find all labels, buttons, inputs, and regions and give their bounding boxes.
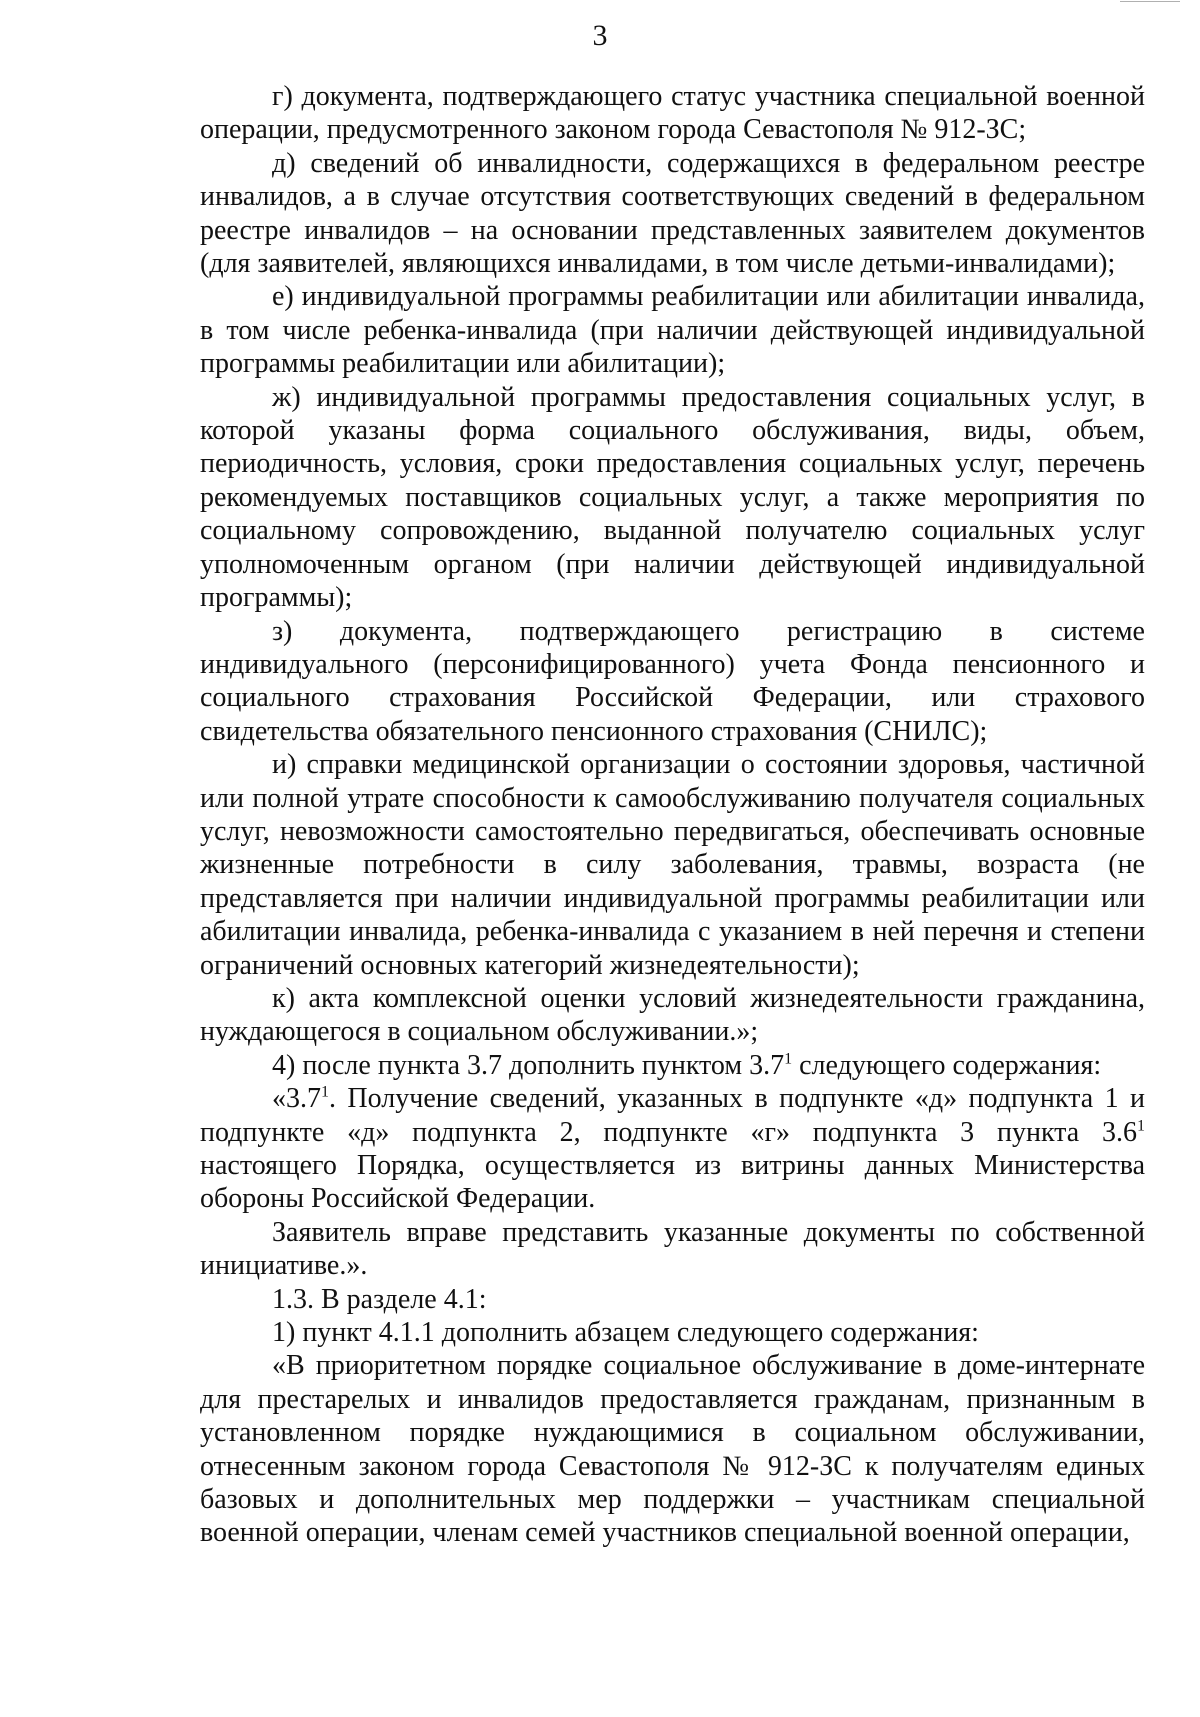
paragraph-subitem-d: д) сведений об инвалидности, содержащихся в федеральном реестре инвалидов, а в случае отсутствия соответствующих сведений в федеральном реестре инвалидов – на основании представленных заявителем документов (для заявителей, являющихся инвалидами, в том числе детьми-инвалидами);	[200, 147, 1145, 280]
superscript: 1	[1137, 1117, 1145, 1135]
paragraph-item-4	[200, 1049, 1145, 1082]
scan-artifact	[1050, 0, 1180, 4]
paragraph-subitem-e: е) индивидуальной программы реабилитации или абилитации инвалида, в том числе ребенка-инвалида (при наличии действующей индивидуальной программы реабилитации или абилитации);	[200, 281, 1145, 380]
paragraph-subitem-i: и) справки медицинской организации о состоянии здоровья, частичной или полной утрате способности к самообслуживанию получателя социальных услуг, невозможности самостоятельно передвигаться, обеспечивать основные жизненные потребности в силу заболевания, травмы, возраста (не представляется при наличии индивидуальной программы реабилитации или абилитации инвалида, ребенка-инвалида с указанием в ней перечня и степени ограничений основных категорий жизнедеятельности);	[200, 749, 1145, 981]
paragraph-section-1-3: 1.3. В разделе 4.1:	[272, 1283, 487, 1315]
item-4-text-end: следующего содержания:	[792, 1049, 1102, 1081]
point-text-middle: . Получение сведений, указанных в подпункте «д» подпункта 1 и подпункте «д» подпункта 2, подпункте «г» подпункта 3 пункта 3.6	[200, 1083, 1145, 1148]
paragraph-subitem-k: к) акта комплексной оценки условий жизнедеятельности гражданина, нуждающегося в социальном обслуживании.»;	[200, 982, 1145, 1048]
paragraph-subitem-zh: ж) индивидуальной программы предоставления социальных услуг, в которой указаны форма социального обслуживания, виды, объем, периодичность, условия, сроки предоставления социальных услуг, перечень рекомендуемых поставщиков социальных услуг, а также мероприятия по социальному сопровождению, выданной получателю социальных услуг уполномоченным органом (при наличии действующей индивидуальной программы);	[200, 381, 1145, 614]
paragraph-applicant-right: Заявитель вправе представить указанные документы по собственной инициативе.».	[200, 1216, 1145, 1282]
superscript: 1	[784, 1050, 793, 1068]
paragraph-point-3-7-1	[200, 1082, 1145, 1216]
page-number: 3	[592, 19, 608, 52]
point-text-start: «3.7	[272, 1083, 321, 1115]
superscript: 1	[321, 1083, 329, 1101]
document-body	[200, 80, 1145, 1550]
paragraph-priority-service: «В приоритетном порядке социальное обслуживание в доме-интернате для престарелых и инвалидов предоставляется гражданам, признанным в установленном порядке нуждающимися в социальном обслуживании, отнесенным законом города Севастополя № 912-ЗС к получателям единых базовых и дополнительных мер поддержки – участникам специальной военной операции, членам семей участников специальной военной операции,	[200, 1350, 1145, 1549]
paragraph-subitem-g: г) документа, подтверждающего статус участника специальной военной операции, предусмотренного законом города Севастополя № 912-ЗС;	[200, 81, 1145, 146]
paragraph-section-1-3-item-1: 1) пункт 4.1.1 дополнить абзацем следующего содержания:	[272, 1317, 979, 1349]
item-4-text-start: 4) после пункта 3.7 дополнить пунктом 3.7	[272, 1049, 785, 1081]
point-text-end: настоящего Порядка, осуществляется из витрины данных Министерства обороны Российской Федерации.	[200, 1150, 1145, 1215]
paragraph-subitem-z: з) документа, подтверждающего регистрацию в системе индивидуального (персонифицированного) учета Фонда пенсионного и социального страхования Российской Федерации, или страхового свидетельства обязательного пенсионного страхования (СНИЛС);	[200, 615, 1145, 747]
